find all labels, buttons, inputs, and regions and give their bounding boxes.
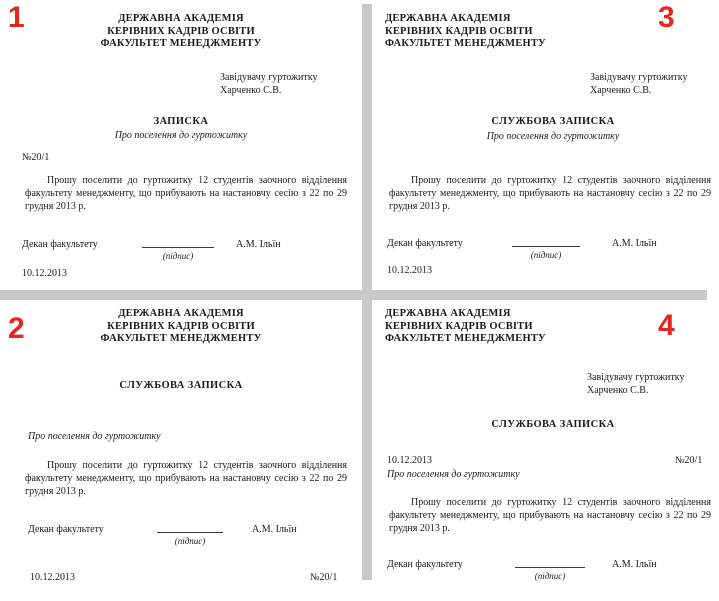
org-line-2: КЕРІВНИХ КАДРІВ ОСВІТИ	[385, 25, 533, 37]
memo-variant-4	[372, 300, 719, 601]
org-line-2: КЕРІВНИХ КАДРІВ ОСВІТИ	[385, 320, 533, 332]
signature-role: Декан факультету	[387, 238, 463, 249]
signature-line	[515, 556, 585, 568]
org-line-3: ФАКУЛЬТЕТ МЕНЕДЖМЕНТУ	[385, 333, 546, 344]
doc-date: 10.12.2013	[387, 455, 432, 466]
doc-title: ЗАПИСКА	[153, 116, 209, 127]
memo-variant-2	[0, 300, 362, 601]
variant-4-number-badge: 4	[658, 309, 675, 342]
addressee-role: Завідувачу гуртожитку	[587, 372, 685, 383]
doc-number: №20/1	[22, 152, 50, 163]
addressee-block	[220, 71, 318, 97]
org-line-3: ФАКУЛЬТЕТ МЕНЕДЖМЕНТУ	[385, 38, 546, 49]
org-line-2: КЕРІВНИХ КАДРІВ ОСВІТИ	[107, 320, 255, 332]
signature-name: А.М. Ільїн	[612, 238, 657, 249]
signature-name: А.М. Ільїн	[236, 239, 281, 250]
doc-date: 10.12.2013	[22, 268, 67, 279]
signature-caption: (підпис)	[534, 571, 566, 581]
doc-subject: Про поселення до гуртожитку	[28, 431, 161, 442]
org-line-2: КЕРІВНИХ КАДРІВ ОСВІТИ	[107, 25, 255, 37]
doc-title: СЛУЖБОВА ЗАПИСКА	[491, 116, 615, 127]
memo-variant-3	[372, 0, 719, 290]
org-header	[385, 308, 546, 346]
org-header	[385, 13, 546, 51]
variant-2-number-badge: 2	[8, 312, 25, 345]
addressee-role: Завідувачу гуртожитку	[220, 72, 318, 83]
org-line-1: ДЕРЖАВНА АКАДЕМІЯ	[118, 308, 244, 319]
variant-1-number-badge: 1	[8, 1, 25, 34]
doc-body: Прошу поселити до гуртожитку 12 студентів заочного відділення факультету менеджменту, що прибувають на настановчу сесію з 22 по 29 грудня 2013 р.	[25, 175, 347, 212]
org-line-1: ДЕРЖАВНА АКАДЕМІЯ	[385, 13, 511, 24]
doc-title: СЛУЖБОВА ЗАПИСКА	[491, 419, 615, 430]
memo-variant-1	[0, 0, 362, 290]
doc-title: СЛУЖБОВА ЗАПИСКА	[119, 380, 243, 391]
addressee-name: Харченко С.В.	[220, 85, 282, 96]
doc-subject: Про поселення до гуртожитку	[486, 131, 620, 142]
addressee-role: Завідувачу гуртожитку	[590, 72, 688, 83]
addressee-name: Харченко С.В.	[587, 385, 649, 396]
doc-number: №20/1	[310, 572, 338, 583]
addressee-block	[587, 371, 685, 397]
signature-line	[142, 236, 214, 248]
addressee-name: Харченко С.В.	[590, 85, 652, 96]
doc-body: Прошу поселити до гуртожитку 12 студентів заочного відділення факультету менеджменту, що прибувають на настановчу сесію з 22 по 29 грудня 2013 р.	[25, 460, 347, 497]
doc-number: №20/1	[675, 455, 703, 466]
signature-line	[157, 521, 223, 533]
signature-role: Декан факультету	[28, 524, 104, 535]
doc-body: Прошу поселити до гуртожитку 12 студентів заочного відділення факультету менеджменту, що прибувають на настановчу сесію з 22 по 29 грудня 2013 р.	[389, 175, 711, 212]
signature-caption: (підпис)	[174, 536, 206, 546]
doc-date: 10.12.2013	[387, 265, 432, 276]
org-line-1: ДЕРЖАВНА АКАДЕМІЯ	[118, 13, 244, 24]
doc-date: 10.12.2013	[30, 572, 75, 583]
signature-role: Декан факультету	[387, 559, 463, 570]
org-header	[0, 13, 362, 51]
doc-subject: Про поселення до гуртожитку	[114, 130, 248, 141]
variant-3-number-badge: 3	[658, 1, 675, 34]
signature-name: А.М. Ільїн	[252, 524, 297, 535]
org-line-1: ДЕРЖАВНА АКАДЕМІЯ	[385, 308, 511, 319]
doc-subject: Про поселення до гуртожитку	[387, 469, 520, 480]
signature-line	[512, 235, 580, 247]
org-line-3: ФАКУЛЬТЕТ МЕНЕДЖМЕНТУ	[100, 38, 262, 49]
signature-name: А.М. Ільїн	[612, 559, 657, 570]
horizontal-divider	[0, 290, 707, 300]
addressee-block	[590, 71, 688, 97]
doc-body: Прошу поселити до гуртожитку 12 студентів заочного відділення факультету менеджменту, що прибувають на настановчу сесію з 22 по 29 грудня 2013 р.	[389, 497, 711, 534]
signature-role: Декан факультету	[22, 239, 98, 250]
signature-caption: (підпис)	[530, 250, 562, 260]
org-line-3: ФАКУЛЬТЕТ МЕНЕДЖМЕНТУ	[100, 333, 262, 344]
signature-caption: (підпис)	[162, 251, 194, 261]
org-header	[0, 308, 362, 346]
